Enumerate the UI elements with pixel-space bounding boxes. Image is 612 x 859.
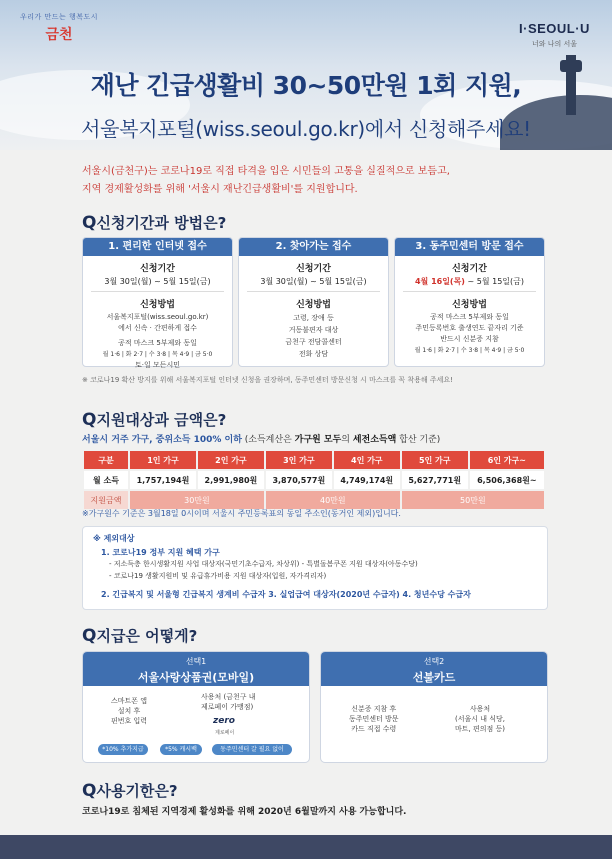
income-table xyxy=(82,449,546,511)
benefit-tag: 동주민센터 갈 필요 없이 xyxy=(212,744,292,755)
table-header-row xyxy=(84,451,544,469)
method-line: 월 1·6 | 화 2·7 | 수 3·8 | 목 4·9 | 금 5·0 xyxy=(102,351,213,358)
eligibility-emph: 가구원 모두 xyxy=(294,435,342,445)
divider xyxy=(247,291,380,292)
table-cell: 50만원 xyxy=(402,491,544,509)
table-header-cell: 1인 가구 xyxy=(130,451,196,469)
method-line: 거동불편자 대상 xyxy=(288,326,339,334)
table-cell: 40만원 xyxy=(266,491,400,509)
exclusion-box xyxy=(82,526,548,610)
table-cell: 1,757,194원 xyxy=(130,471,196,489)
option-usage xyxy=(201,692,256,712)
step-line: 핀번호 입력 xyxy=(111,717,148,725)
intro-line: 서울시(금천구)는 코로나19로 직접 타격을 입은 시민들의 고통을 실질적으로 보듬고, xyxy=(82,166,450,177)
logo-tagline: 우리가 만드는 행복도시 xyxy=(20,13,99,21)
logo-name: 금천 xyxy=(45,27,73,43)
apply-note: ※ 코로나19 확산 방지를 위해 서울복지포털 인터넷 신청을 권장하며, 동주민센터 방문신청 시 마스크를 꼭 착용해 주세요! xyxy=(82,376,453,384)
table-cell: 5,627,771원 xyxy=(402,471,468,489)
method-line: 반드시 신분증 지참 xyxy=(440,335,499,343)
method-line: 금천구 전담콜센터 xyxy=(285,338,342,346)
option-steps xyxy=(111,696,147,726)
logo-brand: I·SEOUL·U xyxy=(519,21,590,36)
intro-line: 지역 경제활성화를 위해 '서울시 재난긴급생활비'를 지원합니다. xyxy=(82,184,358,195)
zeropay-logo-sub: 제로페이 xyxy=(215,730,235,736)
pay-option-header xyxy=(83,652,309,686)
eligibility-text: 의 xyxy=(341,435,353,445)
sub-title: 서울복지포털(wiss.seoul.go.kr)에서 신청해주세요! xyxy=(81,117,531,141)
q-icon: Q xyxy=(82,410,97,430)
divider xyxy=(403,291,536,292)
option-number: 선택1 xyxy=(185,657,207,666)
method-label: 신청방법 xyxy=(452,300,487,310)
period-value: 3월 30일(월) ~ 5월 15일(금) xyxy=(104,277,211,286)
usage-line: 제로페이 가맹점) xyxy=(201,703,254,711)
apply-box-header: 1. 편리한 인터넷 접수 xyxy=(83,238,232,256)
exclusion-item: 1. 코로나19 정부 지원 혜택 가구 xyxy=(101,548,220,557)
method-line: 주민등록번호 출생연도 끝자리 기준 xyxy=(415,324,524,332)
option-name: 서울사랑상품권(모바일) xyxy=(137,671,255,684)
method-label: 신청방법 xyxy=(140,300,175,310)
period-label: 신청기간 xyxy=(140,264,175,274)
table-header-cell: 4인 가구 xyxy=(334,451,400,469)
table-row xyxy=(84,491,544,509)
eligibility-text: (소득계산은 xyxy=(241,435,295,445)
section-heading-apply xyxy=(82,212,226,233)
table-cell: 지원금액 xyxy=(84,491,128,509)
table-cell: 30만원 xyxy=(130,491,264,509)
iseoulu-logo xyxy=(519,18,590,49)
method-line: 전화 상담 xyxy=(298,350,329,358)
table-header-cell: 3인 가구 xyxy=(266,451,332,469)
step-line: 신분증 지참 후 xyxy=(351,705,397,713)
footer-bar xyxy=(0,835,612,859)
usage-line: 마트, 편의점 등) xyxy=(455,725,505,733)
step-line: 동주민센터 방문 xyxy=(349,715,399,723)
section-title: 지원대상과 금액은? xyxy=(96,411,227,429)
period-end: ~ 5월 15일(금) xyxy=(464,277,524,286)
section-title: 신청기간과 방법은? xyxy=(96,214,227,232)
method-line: 공적 마스크 5부제와 동일 xyxy=(430,313,509,321)
zeropay-logo: zero xyxy=(213,716,235,726)
exclusion-heading: ※ 제외대상 xyxy=(93,534,135,543)
step-line: 설치 후 xyxy=(117,707,141,715)
table-cell: 월 소득 xyxy=(84,471,128,489)
period-start-highlight: 4월 16일(목) xyxy=(414,277,465,286)
method-line: 토·일 모든시민 xyxy=(134,361,181,369)
period-label: 신청기간 xyxy=(296,264,331,274)
pay-option-header xyxy=(321,652,547,686)
method-line: 월 1·6 | 화 2·7 | 수 3·8 | 목 4·9 | 금 5·0 xyxy=(414,347,525,354)
usage-text: 코로나19로 침체된 지역경제 활성화를 위해 2020년 6월말까지 사용 가능합니다. xyxy=(82,807,407,817)
main-title: 재난 긴급생활비 30~50만원 1회 지원, xyxy=(90,71,522,100)
exclusion-item: 2. 긴급복지 및 서울형 긴급복지 생계비 수급자 3. 실업급여 대상자(2020년 수급자) 4. 청년수당 수급자 xyxy=(101,590,471,599)
table-cell: 4,749,174원 xyxy=(334,471,400,489)
benefit-tag: *5% 캐시백 xyxy=(160,744,202,755)
apply-box-visit xyxy=(238,237,389,367)
method-label: 신청방법 xyxy=(296,300,331,310)
apply-box-header: 3. 동주민센터 방문 접수 xyxy=(395,238,544,256)
method-line: 공적 마스크 5부제와 동일 xyxy=(118,339,197,347)
section-title: 지급은 어떻게? xyxy=(96,627,198,645)
table-header-cell: 5인 가구 xyxy=(402,451,468,469)
method-line: 고령, 장애 등 xyxy=(293,314,334,322)
eligibility-text: 합산 기준) xyxy=(396,435,441,445)
option-name: 선불카드 xyxy=(412,671,456,684)
method-text xyxy=(83,312,232,371)
q-icon: Q xyxy=(82,626,97,646)
method-line: 서울복지포털(wiss.seoul.go.kr) xyxy=(106,313,209,321)
table-header-cell: 2인 가구 xyxy=(198,451,264,469)
table-cell: 6,506,368원~ xyxy=(470,471,544,489)
period-value xyxy=(395,276,544,287)
period-value: 3월 30일(월) ~ 5월 15일(금) xyxy=(260,277,367,286)
pay-option-prepaid-card xyxy=(320,651,548,763)
section-heading-usage xyxy=(82,780,178,801)
step-line: 카드 직접 수령 xyxy=(351,725,397,733)
usage-line: (서울시 내 식당, xyxy=(455,715,505,723)
step-line: 스마트폰 앱 xyxy=(111,697,148,705)
geumcheon-logo xyxy=(20,12,98,44)
eligibility-main: 서울시 거주 가구, 중위소득 100% 이하 xyxy=(82,435,242,445)
eligibility-emph: 세전소득액 xyxy=(352,435,397,445)
apply-box-header: 2. 찾아가는 접수 xyxy=(239,238,388,256)
period-label: 신청기간 xyxy=(452,264,487,274)
benefit-tag: *10% 추가지급 xyxy=(98,744,148,755)
eligibility-line xyxy=(82,432,440,445)
exclusion-subitem: - 저소득층 한시생활지원 사업 대상자(국민기초수급자, 차상위) - 특별돌봄쿠폰 지원 대상자(아동수당) xyxy=(109,560,418,568)
q-icon: Q xyxy=(82,213,97,233)
usage-line: 사용처 xyxy=(469,705,491,713)
option-number: 선택2 xyxy=(423,657,445,666)
exclusion-subitem: - 코로나19 생활지원비 및 유급휴가비용 지원 대상자(입원, 자가격리자) xyxy=(109,572,327,580)
section-heading-pay xyxy=(82,625,197,646)
q-icon: Q xyxy=(82,781,97,801)
method-text xyxy=(395,312,544,356)
table-cell: 3,870,577원 xyxy=(266,471,332,489)
method-line: 에서 신속 · 간편하게 접수 xyxy=(118,324,197,332)
table-header-cell: 6인 가구~ xyxy=(470,451,544,469)
section-heading-target xyxy=(82,409,226,430)
usage-line: 사용처 (금천구 내 xyxy=(201,693,256,701)
section-title: 사용기한은? xyxy=(96,782,178,800)
divider xyxy=(91,291,224,292)
logo-sub: 너와 나의 서울 xyxy=(531,40,577,48)
method-text xyxy=(239,312,388,360)
table-row xyxy=(84,471,544,489)
apply-box-internet xyxy=(82,237,233,367)
option-usage xyxy=(455,704,505,734)
table-cell: 2,991,980원 xyxy=(198,471,264,489)
household-note: ※가구원수 기준은 3월18일 0시이며 서울시 주민등록표의 동일 주소인(동거인 제외)입니다. xyxy=(82,509,401,518)
table-header-cell: 구분 xyxy=(84,451,128,469)
option-steps xyxy=(349,704,399,734)
intro-text xyxy=(82,163,542,199)
apply-box-center xyxy=(394,237,545,367)
